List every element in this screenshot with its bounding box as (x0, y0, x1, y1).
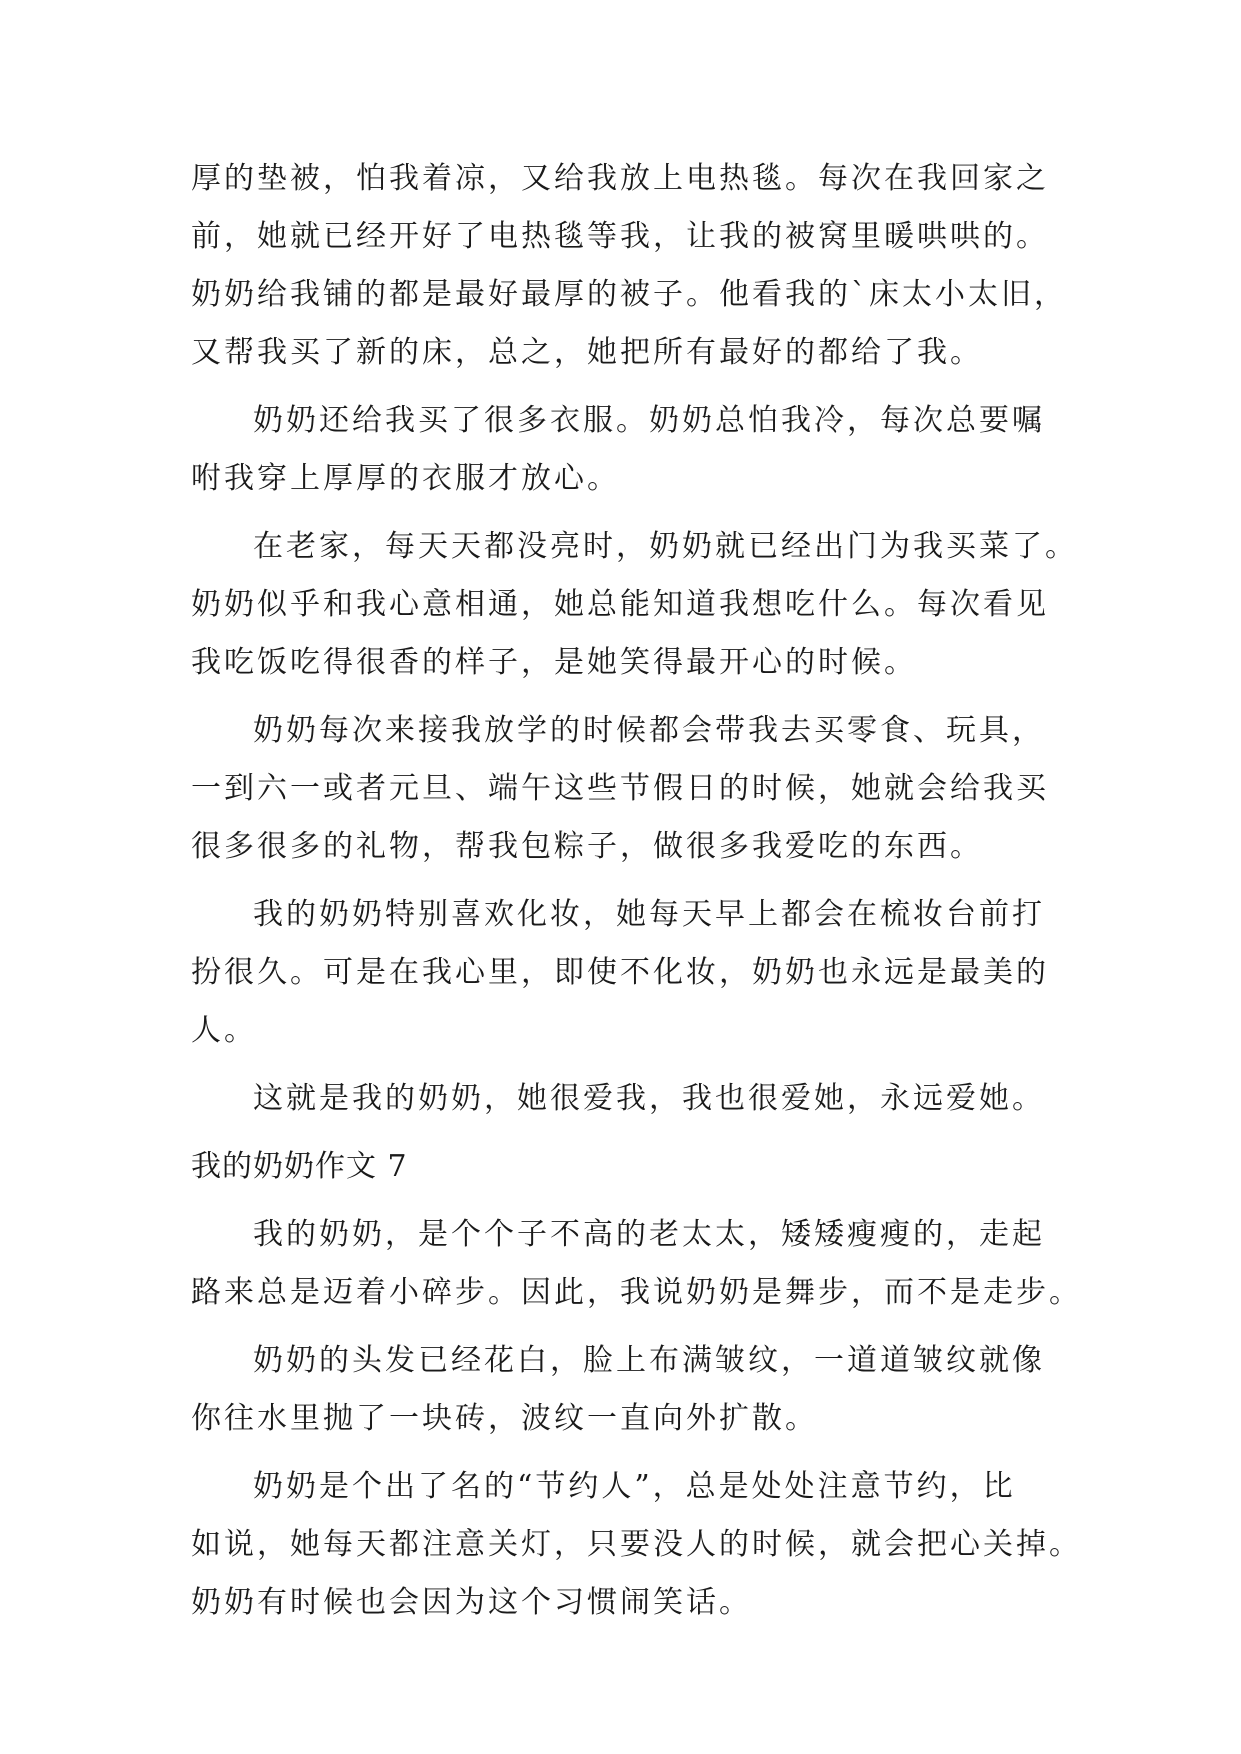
text-line: 又帮我买了新的床，总之，她把所有最好的都给了我。 (191, 335, 983, 370)
paragraph (191, 1332, 1091, 1448)
text-line: 路来总是迈着小碎步。因此，我说奶奶是舞步，而不是走步。 (191, 1275, 1082, 1310)
text-line: 我的奶奶，是个个子不高的老太太，矮矮瘦瘦的，走起 (253, 1217, 1045, 1252)
paragraph-gap (191, 1060, 1091, 1070)
text-line: 一到六一或者元旦、端午这些节假日的时候，她就会给我买 (191, 771, 1049, 806)
text-line: 这就是我的奶奶，她很爱我，我也很爱她，永远爱她。 (253, 1081, 1045, 1116)
text-line: 在老家，每天天都没亮时，奶奶就已经出门为我买菜了。 (253, 529, 1078, 564)
section-heading (191, 1138, 1091, 1196)
text-line: 咐我穿上厚厚的衣服才放心。 (191, 461, 620, 496)
paragraph-gap (191, 876, 1091, 886)
paragraph (191, 392, 1091, 508)
text-line: 奶奶是个出了名的“节约人”，总是处处注意节约，比 (253, 1469, 1016, 1504)
essay-body (191, 150, 1091, 1632)
text-line: 我的奶奶作文 7 (191, 1149, 408, 1184)
paragraph-gap (191, 1322, 1091, 1332)
paragraph (191, 886, 1091, 1060)
paragraph (191, 150, 1091, 382)
text-line: 前，她就已经开好了电热毯等我，让我的被窝里暖哄哄的。 (191, 219, 1049, 254)
text-line: 扮很久。可是在我心里，即使不化妆，奶奶也永远是最美的 (191, 955, 1049, 990)
text-line: 奶奶给我铺的都是最好最厚的被子。他看我的`床太小太旧， (191, 277, 1067, 312)
paragraph-gap (191, 382, 1091, 392)
text-line: 我的奶奶特别喜欢化妆，她每天早上都会在梳妆台前打 (253, 897, 1045, 932)
text-line: 很多很多的礼物，帮我包粽子，做很多我爱吃的东西。 (191, 829, 983, 864)
text-line: 厚的垫被，怕我着凉，又给我放上电热毯。每次在我回家之 (191, 161, 1049, 196)
paragraph-gap (191, 1448, 1091, 1458)
text-line: 奶奶有时候也会因为这个习惯闹笑话。 (191, 1585, 752, 1620)
paragraph-gap (191, 1128, 1091, 1138)
paragraph (191, 518, 1091, 692)
paragraph-gap (191, 692, 1091, 702)
text-line: 我吃饭吃得很香的样子，是她笑得最开心的时候。 (191, 645, 917, 680)
text-line: 人。 (191, 1013, 257, 1048)
paragraph (191, 1458, 1091, 1632)
text-line: 如说，她每天都注意关灯，只要没人的时候，就会把心关掉。 (191, 1527, 1082, 1562)
paragraph (191, 1070, 1091, 1128)
paragraph-gap (191, 1196, 1091, 1206)
text-line: 奶奶还给我买了很多衣服。奶奶总怕我冷，每次总要嘱 (253, 403, 1045, 438)
paragraph-gap (191, 508, 1091, 518)
text-line: 奶奶的头发已经花白，脸上布满皱纹，一道道皱纹就像 (253, 1343, 1045, 1378)
text-line: 你往水里抛了一块砖，波纹一直向外扩散。 (191, 1401, 818, 1436)
text-line: 奶奶似乎和我心意相通，她总能知道我想吃什么。每次看见 (191, 587, 1049, 622)
text-line: 奶奶每次来接我放学的时候都会带我去买零食、玩具， (253, 713, 1045, 748)
paragraph (191, 702, 1091, 876)
paragraph (191, 1206, 1091, 1322)
